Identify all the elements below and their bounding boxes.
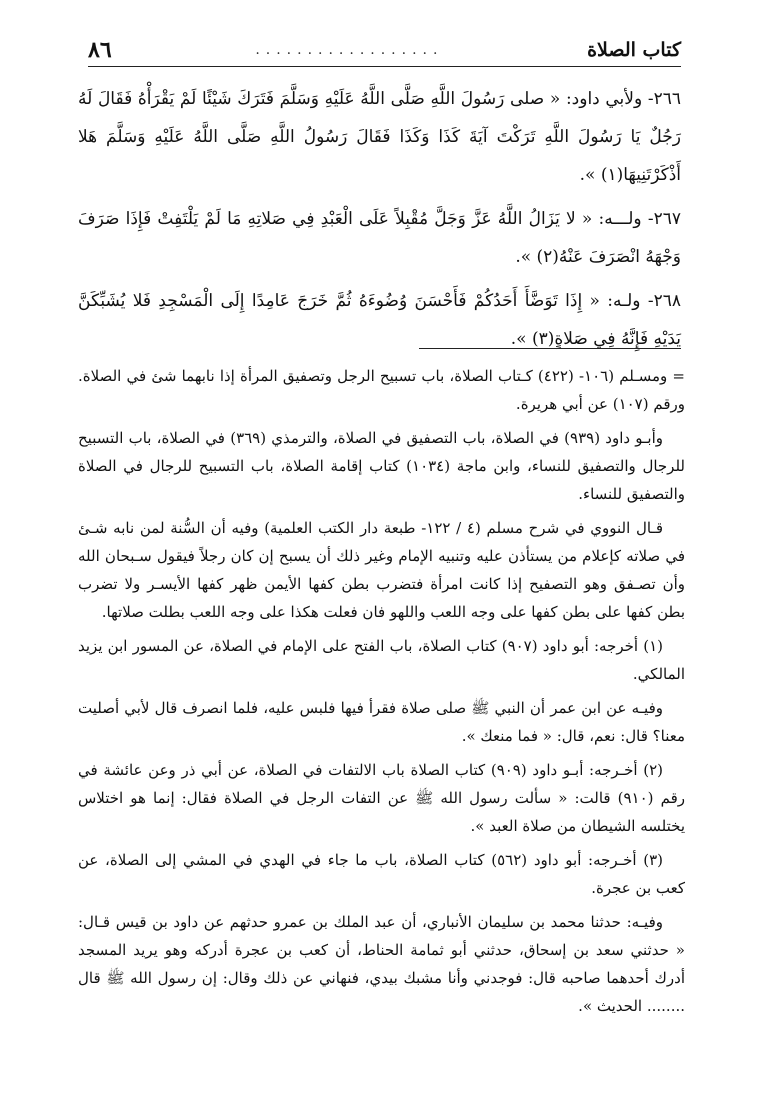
hadith-266: ٢٦٦- ولأبي داود: « صلى رَسُولَ اللَّهِ صَلَّى اللَّهُ عَلَيْهِ وَسَلَّمَ فَتَرَكَ شَيْئًا لَمْ يَقْرَأْهُ فَقَالَ لَهُ رَجُلٌ يَا رَسُولَ اللَّهِ تَرَكْتَ آيَةَ كَذَا وَكَذَا فَقَالَ رَسُولُ اللَّهِ صَلَّى اللَّهُ عَلَيْهِ وَسَلَّمَ هَلا أَذْكَرْتَنِيهَا(١) ». [78, 89, 681, 185]
main-text [78, 80, 681, 364]
page-number: ٨٦ [88, 37, 112, 63]
footnote-paragraph: وفيـه: حدثنا محمد بن سليمان الأنباري، أن عبد الملك بن عمرو حدثهم عن داود بن قيس قـال: « حدثني سعد بن إسحاق، حدثني أبو ثمامة الحناط، أن كعب بن عجرة أدركه وهو يريد المسجد أدرك أحدهما صاحبه قال: فوجدني وأنا مشبك بيدي، فنهاني عن ذلك وقال: إن رسول الله ﷺ قال ........ الحديث ». [78, 913, 685, 1015]
footnote-divider [419, 348, 681, 349]
running-title: كتاب الصلاة [587, 39, 681, 61]
footnote-paragraph: قـال النووي في شرح مسلم (٤ / ١٢٢- طبعة دار الكتب العلمية) وفيه أن السُّنة لمن نابه شـئ في صلاته كإعلام من يستأذن عليه وتنبيه الإمام وغير ذلك أن يسبح إن كان رجلاً فيقول سـبحان الله وأن تصـفق وهو التصفيح إذا كانت امرأة فتضرب بطن كفها الأيمن ظهر كفها الأيسـر ولا تضرب بطن كفها على بطن كفها على وجه اللعب واللهو فان فعلت هكذا على وجه اللعب بطلت صلاتها. [78, 519, 685, 621]
footnote-continuation: = ومسـلم (١٠٦- (٤٢٢) كـتاب الصلاة، باب تسبيح الرجل وتصفيق المرأة إذا نابهما شئ في الصلاة. ورقم (١٠٧) عن أبي هريرة. [78, 367, 685, 413]
footnote-1: (١) أخرجه: أبو داود (٩٠٧) كتاب الصلاة، باب الفتح على الإمام في الصلاة، عن المسور ابن يزيد المالكي. [78, 637, 685, 683]
page-header [88, 34, 681, 67]
footnote-paragraph: وأبـو داود (٩٣٩) في الصلاة، باب التصفيق في الصلاة، والترمذي (٣٦٩) في الصلاة، باب التسبيح للرجال والتصفيق للنساء، وابن ماجة (١٠٣٤) كتاب إقامة الصلاة، باب التسبيح للرجال في الصلاة والتصفيق للنساء. [78, 429, 685, 503]
footnote-paragraph: وفيـه عن ابن عمر أن النبي ﷺ صلى صلاة فقرأ فيها فلبس عليه، فلما انصرف قال لأبي أصليت معنا؟ قال: نعم، قال: « فما منعك ». [78, 699, 685, 745]
footnotes [78, 362, 685, 1026]
hadith-268: ٢٦٨- ولـه: « إِذَا تَوَضَّأَ أَحَدُكُمْ فَأَحْسَنَ وُضُوءَهُ ثُمَّ خَرَجَ عَامِدًا إِلَى الْمَسْجِدِ فَلا يُشَبِّكَنَّ يَدَيْهِ فَإِنَّهُ فِي صَلاةٍ(٣) ». [78, 291, 681, 349]
header-dots: .................. [255, 42, 444, 58]
footnote-2: (٢) أخـرجه: أبـو داود (٩٠٩) كتاب الصلاة باب الالتفات في الصلاة، عن أبي ذر وعن عائشة في رقم (٩١٠) قالت: « سألت رسول الله ﷺ عن التفات الرجل في الصلاة فقال: إنما هو اختلاس يختلسه الشيطان من صلاة العبد ». [78, 761, 685, 835]
hadith-267: ٢٦٧- ولـــه: « لا يَزَالُ اللَّهُ عَزَّ وَجَلَّ مُقْبِلاً عَلَى الْعَبْدِ فِي صَلاتِهِ مَا لَمْ يَلْتَفِتْ فَإِذَا صَرَفَ وَجْهَهُ انْصَرَفَ عَنْهُ(٢) ». [78, 209, 681, 267]
footnote-3: (٣) أخـرجه: أبو داود (٥٦٢) كتاب الصلاة، باب ما جاء في الهدي في المشي إلى الصلاة، عن كعب بن عجرة. [78, 851, 685, 897]
